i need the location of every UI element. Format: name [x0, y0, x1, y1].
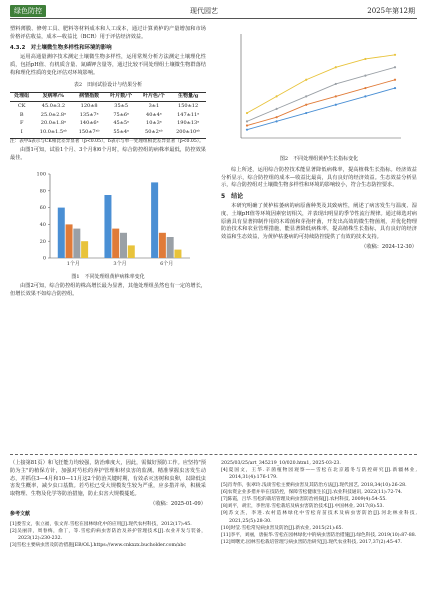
figure-caption: 图2 不同处理组黄栌生长指标变化: [279, 156, 359, 162]
table-cell: 55±4ᵃ: [113, 129, 129, 136]
table-row: [10, 111, 206, 120]
reference-item: 2025/03/25/art_345219_10/020.htm1, 2025-03-23.: [221, 461, 341, 466]
data-point: [335, 66, 337, 68]
data-point: [394, 66, 396, 68]
data-point: [276, 120, 278, 122]
table-cell: 120±8: [80, 102, 98, 109]
data-point: [364, 95, 366, 97]
reference-item: [10]时莹.雪松常见病虫害及防治[J].新农业, 2015(21):65.: [221, 525, 344, 531]
table-row: [10, 102, 206, 111]
y-tick-label: 40: [39, 221, 46, 228]
y-tick-label: 80: [39, 187, 46, 194]
table-header: 叶片色/个: [142, 93, 165, 100]
line-chart: [221, 26, 417, 154]
divider: [10, 454, 417, 455]
table-cell: 45.0±3.2: [41, 102, 66, 109]
series-line: [247, 80, 395, 126]
bottom-left-column: [10, 460, 206, 549]
table-cell: CK: [17, 102, 26, 109]
series-line: [247, 88, 395, 130]
paragraph: 塑料薄膜、修剪工具、肥料等材料成本和人工成本，通过计算黄栌的产量增加和市场价格评估收益，成本—收益比（BCR）用于评估经济效益。: [10, 26, 206, 40]
data-point: [276, 108, 278, 110]
table-note: 注：表中a表示与CK相比差异显著（p<0.05），b表示与单一处理组相比差异显著（p<0.05）。: [10, 138, 204, 144]
data-point: [364, 87, 366, 89]
table-cell: 40±4ᵃ: [146, 111, 162, 118]
reference-item: [8]刘平，胡宏，李世清.雪松栽培及病虫害防治技术[J].中国林业, 2017(8):53.: [221, 504, 384, 510]
y-tick-label: 0: [42, 255, 46, 262]
data-point: [305, 95, 307, 97]
table-header: 生物量/g: [177, 93, 199, 100]
y-tick-label: 60: [39, 204, 46, 211]
bar: [104, 195, 111, 258]
bar: [167, 237, 174, 258]
reference-item: [3]雪松主要病虫害及防治措施[EB/OL].https://www.cnkxzx.bucholder.com/abc: [10, 543, 186, 549]
header-rule: [10, 18, 417, 19]
table-cell: 45±5ᵃ: [113, 120, 129, 127]
paragraph: 本研究明确了黄栌枯萎病的病原菌种类及其致病性，阐述了病害发生与温度、湿度、土壤pH值等环境因素密切相关，并表现出明显的季节性流行规律。通过筛选对病原菌具有显著抑制作用的木霉菌和芽孢杆菌，开发出高效的微生物菌剂，并优化物理防治技术和农业管理措施，能显著降低病株率，提高植株生长指标，具有良好的经济效益和生态效益，为黄栌枯萎病的可持续防控提供了有效的技术支持。: [221, 202, 417, 241]
table-cell: 190±13ᵃ: [177, 120, 200, 127]
bar: [73, 228, 80, 257]
data-point: [305, 112, 307, 114]
x-tick-label: 3个月: [113, 260, 127, 267]
bar-chart: [10, 166, 206, 272]
table-cell: 135±7ᵃ: [79, 111, 99, 118]
table-cell: 75±6ᵃ: [113, 111, 129, 118]
table-cell: B: [19, 111, 24, 118]
data-point: [364, 58, 366, 60]
issue-number: 2025年第12期: [367, 7, 415, 15]
table-cell: 10±3ᵃ: [146, 120, 162, 127]
reference-list: [221, 460, 417, 546]
section-heading: 4.3.2 对土壤微生物多样性和环境的影响: [10, 44, 112, 51]
results-table: [10, 92, 206, 139]
reference-list: [10, 521, 206, 550]
bar: [159, 232, 166, 257]
data-point: [276, 116, 278, 118]
received-date: （收稿：2025-01-09）: [150, 500, 206, 507]
data-point: [246, 124, 248, 126]
reference-item: [9]苏文杰，李进.农村造林绿化中雪松育苗技术及病虫害防治[J].河北林业科技, 2021,25(5):28-30.: [221, 511, 417, 524]
section-heading: 5 结论: [221, 193, 244, 201]
data-point: [246, 129, 248, 131]
journal-name: 现代园艺: [190, 7, 218, 15]
table-row: [10, 129, 206, 138]
reference-item: [2]吴丽萍，周春梅，俞丁，等.雪松的病虫害防治及养护管理技术[J].农业开发与装备，2023(12):230-232.: [10, 528, 206, 541]
data-point: [305, 104, 307, 106]
table-cell: 150±7ᵃᵇ: [78, 129, 100, 136]
table-cell: 10.0±1.5ᵃᵇ: [39, 129, 67, 136]
paragraph: 综上所述，运用综合防控技术能显著降低病株率，提高植株生长指标。经济效益分析显示，综合防控组的成本—收益比最高，具有良好的经济效益。生态效益分析显示，综合防控组对土壤微生物多样性和环境的影响较小，符合生态防控要求。: [221, 166, 417, 189]
table-cell: 147±11ᵃ: [177, 111, 200, 118]
table-cell: 200±10ᵃᵇ: [176, 129, 201, 136]
bar: [81, 241, 88, 258]
page-header: [0, 0, 427, 20]
left-column: [10, 26, 206, 299]
table-cell: 150±12: [178, 102, 199, 109]
table-header: 处理组: [14, 93, 30, 100]
bar: [66, 224, 73, 258]
figure-2: [221, 26, 417, 154]
table-cell: 35±5: [114, 102, 129, 109]
data-point: [394, 79, 396, 81]
data-point: [305, 79, 307, 81]
table-header: 发病率/%: [42, 93, 65, 100]
bar: [174, 249, 181, 257]
reference-item: [5]肖寿伟，张翠玲.浅谈雪松主要病虫害及其防治方法[J].现代园艺, 2018,34(10):26-28.: [221, 482, 407, 488]
x-tick-label: 1个月: [66, 260, 80, 267]
table-cell: I: [20, 129, 23, 136]
table-row: [10, 120, 206, 129]
table-cell: 50±2ᵃᵇ: [145, 129, 163, 136]
table-caption: 表2 田间试验设计与结果分析: [73, 81, 143, 88]
table-cell: 140±6ᵃ: [79, 120, 99, 127]
table-cell: 25.0±2.8ᵃ: [40, 111, 66, 118]
y-tick-label: 100: [36, 171, 46, 178]
reference-item: [12]周曙光.园林雪松栽培管理与病虫害防治研究[J].现代农业科技, 2017,37(2):45-47.: [221, 540, 402, 546]
section-badge: 绿色防控: [10, 5, 46, 17]
table-cell: 3±1: [148, 102, 160, 109]
data-point: [394, 54, 396, 56]
figure-1: [10, 166, 206, 272]
table-cell: 20.0±1.8ᵃ: [40, 120, 66, 127]
paragraph: 由图2可知，综合防控组的株高增长最为显著，其他处理组虽然也有一定的增长，但增长效果不如综合防控组。: [10, 283, 206, 298]
series-line: [247, 55, 395, 113]
table-header: 叶片数/个: [110, 93, 133, 100]
paragraph: 由图1可知，试验1个月、3个月和6个月时，综合防控组的病株率最低，防控效果最佳。: [10, 146, 206, 161]
data-point: [335, 95, 337, 97]
bar: [120, 232, 127, 257]
data-point: [394, 87, 396, 89]
data-point: [335, 83, 337, 85]
y-tick-label: 20: [39, 238, 46, 245]
data-point: [364, 75, 366, 77]
reference-item: [11]李平，刘丽，唐振华.雪松在园林绿化中的病虫害防治措施[J].绿色科技, 2019(10):87-88.: [221, 533, 417, 539]
bar: [58, 207, 65, 257]
figure-caption: 图1 不同处理组黄栌病株率变化: [71, 273, 145, 280]
reference-item: [6]农资企业多措并举在技防控，保障雪松健康生长[J].农业科技通讯, 2022(11):72-74.: [221, 489, 403, 495]
table-cell: F: [19, 120, 24, 127]
bottom-right-column: [221, 460, 417, 546]
reference-item: [1]娄雪文，张立福，张文青.雪松在园林绿化中的应用[J].现代农村科技，2012(17):45.: [10, 521, 192, 527]
paragraph: （上接第81页）和飞狂能力均较强，防治难度大，因此，需做好预防工作。应坚持"预防为主"的植保方针，加强对芍松的养护管理和材虫害的监测。精准掌握虫害发生动态，并抓住3—4月和10—11月这2个防治关键时期，有效杀灭害树和虫卵，以降低虫害发生概率，减少虫口基数。若芍松已受大规模发生较为严重，应多措并举，积极采取物理、生物及化学等防治措施，防止虫害大规模蔓延。: [10, 460, 206, 498]
reference-item: [7]陈霞，吕华.雪松的栽培管理及病虫害防治初探[J].农村科技, 2009(4):54-55.: [221, 497, 387, 503]
received-date: （收稿：2024-12-30）: [361, 243, 417, 250]
references-heading: 参考文献: [10, 510, 31, 517]
x-tick-label: 6个月: [160, 260, 174, 267]
right-column: [221, 26, 417, 254]
data-point: [246, 112, 248, 114]
data-point: [276, 95, 278, 97]
bar: [128, 245, 135, 258]
bar: [151, 182, 158, 258]
paragraph: 运用高通量测序技术测定土壤微生物多样性，运用常规分析方法测定土壤理化性质，包括pH值、有机质含量、氮磷钾含量等，通过比较不同处理组土壤微生物群落结构和理化性质的变化评估对环境影响。: [10, 54, 206, 76]
table-header: 病情指数: [79, 93, 100, 100]
reference-item: [4]夏国文，王华.辛菌植物园观察——雪松在北京越冬与防控研究[J].新疆林业, 2014,31(4):176-179.: [221, 468, 417, 481]
data-point: [246, 120, 248, 122]
data-point: [335, 104, 337, 106]
bar: [112, 228, 119, 257]
